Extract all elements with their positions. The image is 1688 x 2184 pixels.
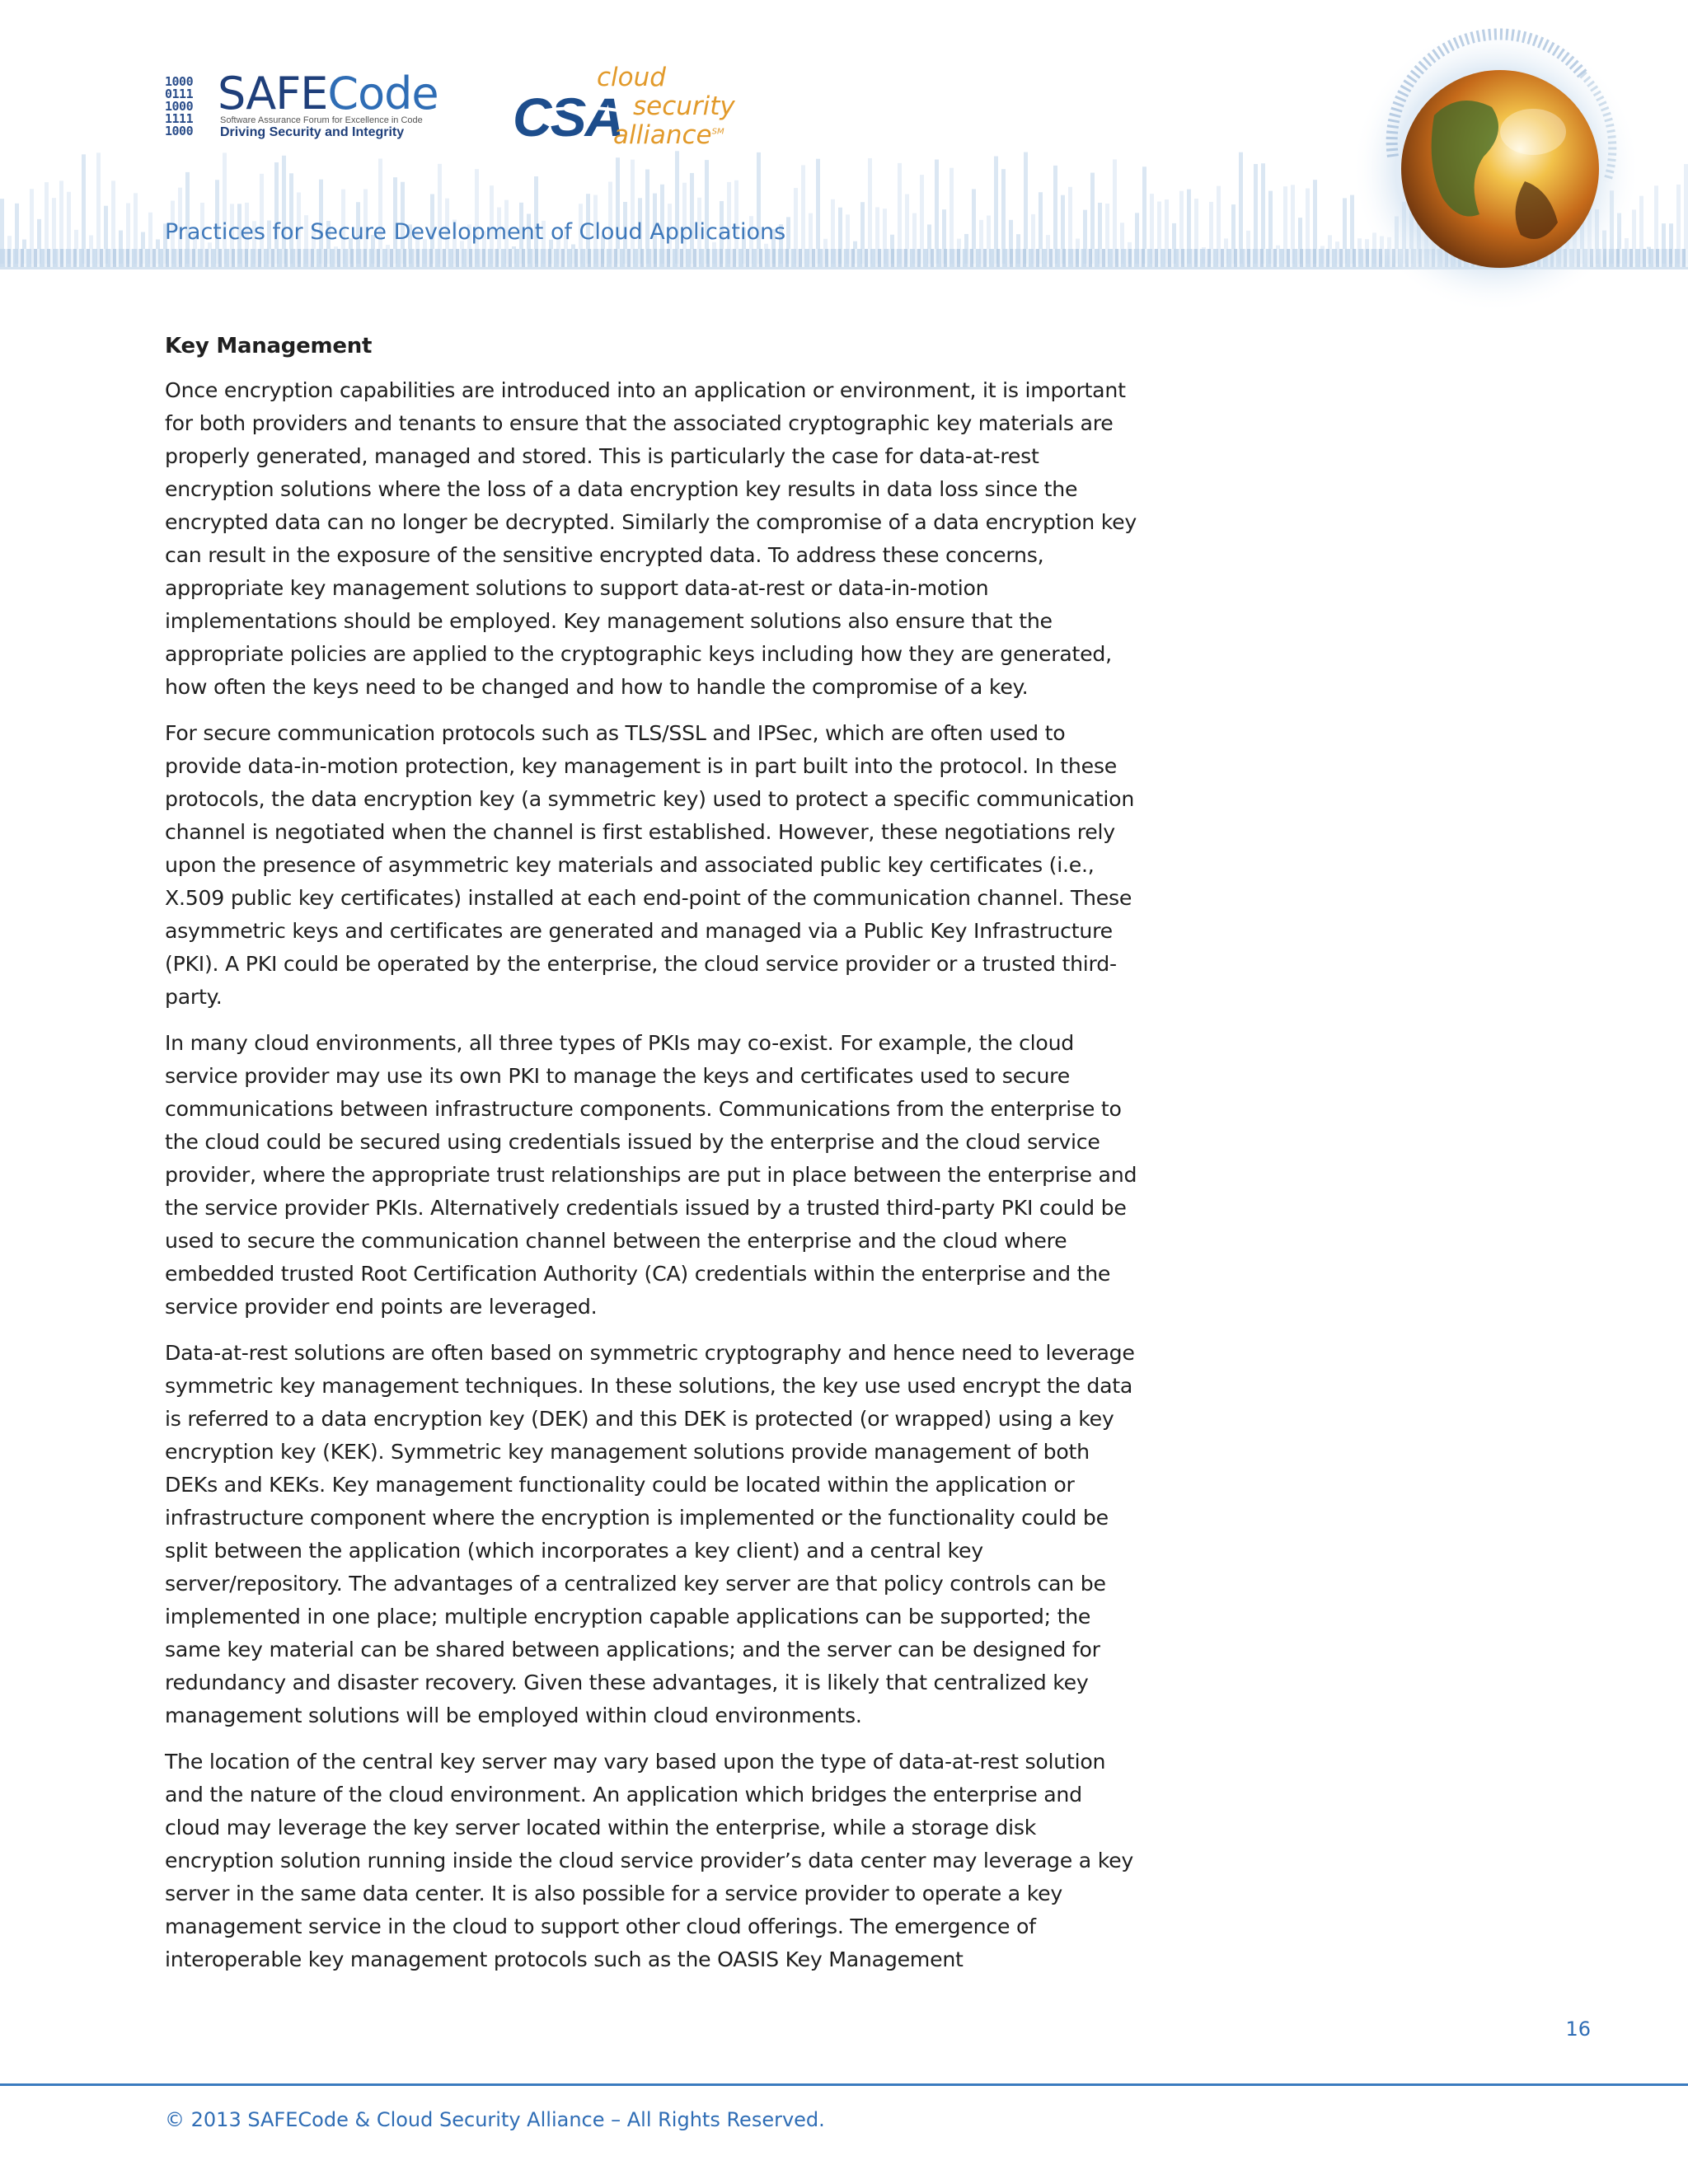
skyline-bar — [868, 158, 872, 264]
skyline-bar — [1239, 152, 1243, 264]
section-heading: Key Management — [165, 334, 373, 359]
csa-word-security: security — [633, 91, 735, 121]
body-paragraph: Once encryption capabilities are introduced into an application or environment, it is important for both providers and tenants to ensure that the associated cryptographic key materials are properly generated, managed and stored. This is particularly the case for data-at-rest encryption solutions where the loss of a data encryption key results in data loss since the encrypted data can no longer be decrypted. Similarly the compromise of a data encryption key can result in the exposure of the sensitive encrypted data. To address these concerns, appropriate key management solutions to support data-at-rest or data-in-motion implementations should be employed. Key management solutions also ensure that the appropriate policies are applied to the cryptographic keys including how they are generated, how often the keys need to be changed and how to handle the compromise of a key. — [165, 378, 1137, 699]
csa-swoosh-decoration — [528, 105, 618, 117]
body-paragraph: In many cloud environments, all three types of PKIs may co-exist. For example, the cloud service provider may use its own PKI to manage the keys and certificates used to secure communications between infrastructure components. Communications from the enterprise to the cloud could be secured using credentials issued by the enterprise and the cloud service provider, where the appropriate trust relationships are put in place between the enterprise and the service provider PKIs. Alternatively credentials issued by a trusted third-party PKI could be used to secure the communication channel between the enterprise and the cloud where embedded trusted Root Certification Authority (CA) credentials within the enterprise and the service provider end points are leveraged. — [165, 1031, 1137, 1319]
csa-word-alliance — [613, 120, 724, 150]
footer-divider — [0, 2083, 1688, 2086]
body-paragraph: Data-at-rest solutions are often based on symmetric cryptography and hence need to leverage symmetric key management techniques. In these solutions, the key use used encrypt the data is referred to a data encryption key (DEK) and this DEK is protected (or wrapped) using a key encryption key (KEK). Symmetric key management solutions provide management of both DEKs and KEKs. Key management functionality could be located within the application or infrastructure component where the encryption is implemented or the functionality could be split between the application (which incorporates a key client) and a central key server/repository. The advantages of a centralized key server are that policy controls can be implemented in one place; multiple encryption capable applications can be supported; the same key material can be shared between applications; and the server can be designed for redundancy and disaster recovery. Given these advantages, it is likely that centralized key management solutions will be employed within cloud environments. — [165, 1341, 1135, 1727]
skyline-bar — [378, 158, 382, 264]
safecode-binary-mark — [165, 76, 216, 138]
binary-row: 1000 — [165, 74, 194, 89]
footer-copyright: © 2013 SAFECode & Cloud Security Alliance – All Rights Reserved. — [165, 2108, 825, 2131]
safecode-wordmark-safe: SAFE — [218, 68, 328, 120]
csa-logo — [513, 63, 760, 153]
page-header — [0, 0, 1688, 321]
skyline-bar — [757, 152, 761, 264]
document-title: Practices for Secure Development of Cloud Applications — [165, 219, 786, 245]
csa-word-alliance-text: alliance — [613, 120, 712, 150]
csa-word-cloud: cloud — [597, 63, 666, 92]
globe-icon — [1335, 16, 1648, 313]
main-content — [165, 330, 1137, 1990]
body-paragraph: For secure communication protocols such as TLS/SSL and IPSec, which are often used to provide data-in-motion protection, key management is in part built into the protocol. In these protocols, the data encryption key (a symmetric key) used to protect a specific communication channel is negotiated when the channel is first established. However, these negotiations rely upon the presence of asymmetric key materials and associated public key certificates (i.e., X.509 public key certificates) installed at each end-point of the communication channel. These asymmetric keys and certificates are generated and managed via a Public Key Infrastructure (PKI). A PKI could be operated by the enterprise, the cloud service provider or a trusted third-party. — [165, 721, 1135, 1009]
skyline-bar — [96, 152, 101, 264]
page-number: 16 — [1565, 2018, 1591, 2041]
skyline-bar — [816, 159, 820, 264]
csa-service-mark: SM — [711, 127, 724, 137]
skyline-bar — [1024, 152, 1028, 264]
binary-row: 1111 — [165, 111, 194, 126]
safecode-subtitle: Software Assurance Forum for Excellence in Code — [220, 115, 423, 125]
skyline-bar — [223, 152, 227, 264]
skyline-bar — [1113, 159, 1117, 264]
binary-row: 1000 — [165, 124, 194, 138]
binary-row: 0111 — [165, 87, 194, 101]
skyline-bar — [616, 157, 620, 264]
safecode-wordmark-code: Code — [327, 68, 438, 120]
skyline-bar — [994, 157, 998, 264]
skyline-bar — [282, 156, 286, 264]
body-paragraph: The location of the central key server may vary based upon the type of data-at-rest solution and the nature of the cloud environment. An application which bridges the enterprise and cloud may leverage the key server located within the enterprise, while a storage disk encryption solution running inside the cloud service provider’s data center may leverage a key server in the same data center. It is also possible for a service provider to operate a key management service in the cloud to support other cloud offerings. The emergence of interoperable key management protocols such as the OASIS Key Management — [165, 1750, 1134, 1971]
skyline-bar — [82, 154, 86, 264]
safecode-logo — [165, 68, 445, 142]
skyline-bar — [675, 151, 679, 264]
binary-row: 1000 — [165, 99, 194, 114]
safecode-tagline: Driving Security and Integrity — [220, 125, 405, 139]
csa-mark: CSA — [513, 87, 623, 148]
